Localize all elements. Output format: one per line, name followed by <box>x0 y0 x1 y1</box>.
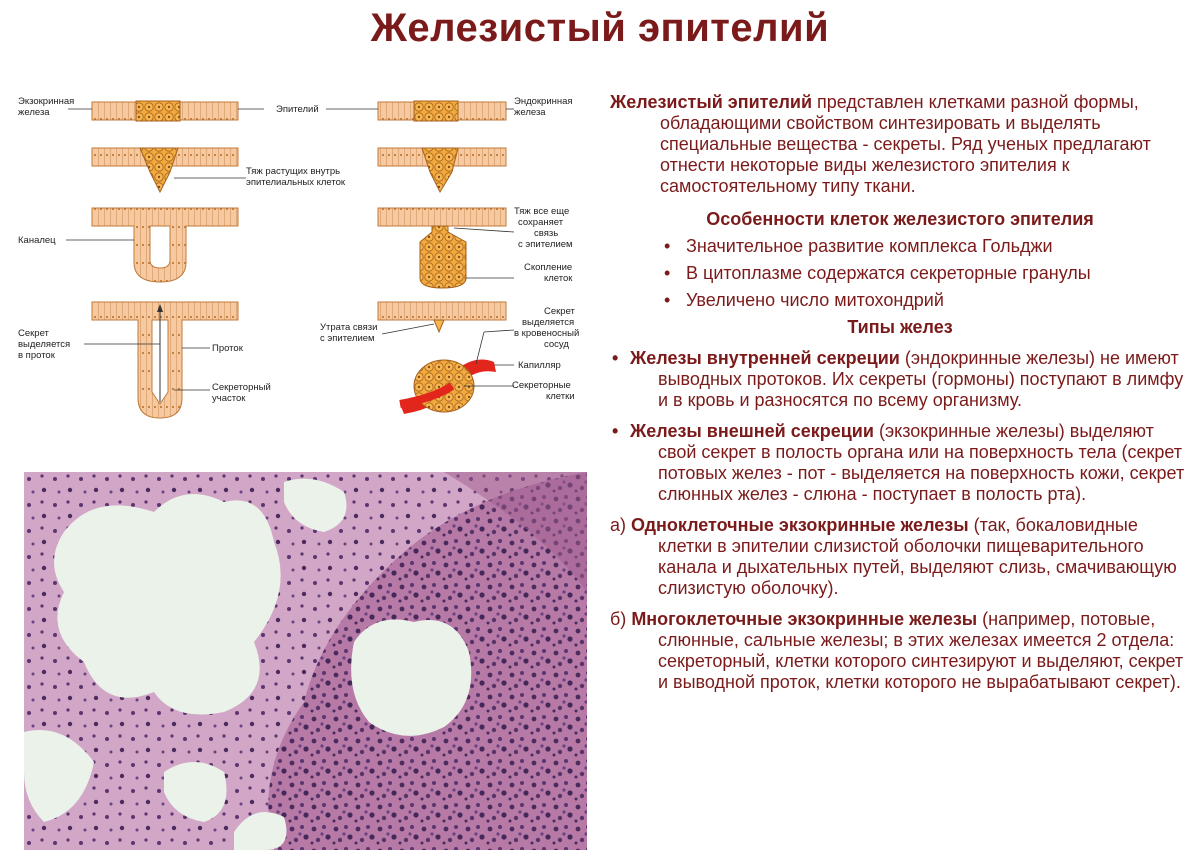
types-heading: Типы желез <box>847 317 953 337</box>
intro-paragraph <box>610 92 1190 197</box>
features-heading: Особенности клеток железистого эпителия <box>706 209 1094 229</box>
label-capillary: Капилляр <box>518 360 561 371</box>
stage-3-left <box>92 208 238 282</box>
stage-1-left <box>92 101 238 121</box>
label-secretory-cells-2: клетки <box>546 391 575 402</box>
b-prefix: б) <box>610 609 632 629</box>
gland-formation-diagram <box>14 92 594 428</box>
label-cord-1: Тяж растущих внутрь <box>246 166 341 177</box>
features-list <box>610 236 1190 311</box>
label-secret-left-1: Секрет <box>18 328 49 339</box>
label-duct: Проток <box>212 343 243 354</box>
label-secret-right-4: сосуд <box>544 339 569 350</box>
unicellular-paragraph <box>610 515 1190 599</box>
label-epithelium: Эпителий <box>276 104 319 115</box>
exocrine-term: Железы внешней секреции <box>630 421 874 441</box>
text-column <box>610 92 1190 693</box>
label-cord-still-2: сохраняет <box>518 217 564 228</box>
label-endocrine-1: Эндокринная <box>514 96 573 107</box>
label-cluster-1: Скопление <box>524 262 573 273</box>
label-exocrine-2: железа <box>18 107 50 118</box>
stage-3-right <box>378 208 506 288</box>
histology-micrograph <box>24 472 587 850</box>
endocrine-text: (эндокринные железы) не имеют выводных протоков. Их секреты (гормоны) поступают в лимфу и в кровь и разносятся по всему организму. <box>658 348 1184 410</box>
bullet-icon: • <box>612 348 619 368</box>
multicellular-term: Многоклеточные экзокринные железы <box>631 609 978 629</box>
label-secret-right-3: в кровеносный <box>514 328 580 339</box>
multicellular-text: (например, потовые, слюнные, сальные железы; в этих железах имеется 2 отдела: секреторный, клетки которого синтезируют и выделяют, секрет и выводной проток, клетки которого не вырабатывают секрет). <box>658 609 1184 692</box>
intro-term: Железистый эпителий <box>610 92 813 112</box>
label-cluster-2: клеток <box>544 273 573 284</box>
intro-text: представлен клетками разной формы, обладающими свойством синтезировать и выделять специальные вещества - секреты. Ряд ученых предлагают отнести некоторые виды железистого эпителия к самостоятельному типу ткани. <box>660 92 1151 196</box>
feature-item: • Значительное развитие комплекса Гольджи <box>662 236 1190 257</box>
exocrine-paragraph <box>610 421 1190 505</box>
unicellular-text: (так, бокаловидные клетки в эпителии слизистой оболочки пищеварительного канала и дыхательных путей, выделяют слизь, смачивающую слизистую оболочку). <box>658 515 1177 598</box>
label-lost-link-2: с эпителием <box>320 333 375 344</box>
multicellular-paragraph <box>610 609 1190 693</box>
lumen-center <box>351 620 471 736</box>
page-title: Железистый эпителий <box>370 6 830 50</box>
feature-item: • Увеличено число митохондрий <box>662 290 1190 311</box>
stage-2-right <box>378 148 506 192</box>
label-lost-link-1: Утрата связи <box>320 322 378 333</box>
label-cord-still-3: связь <box>534 228 559 239</box>
stage-4-right <box>378 302 506 414</box>
exocrine-text: (экзокринные железы) выделяют свой секрет в полость органа или на поверхность тела (секрет потовых желез - пот - выделяется на поверхность кожи, секрет слюнных желез - слюна - поступает в полость рта). <box>658 421 1185 504</box>
stage-1-right <box>378 101 506 121</box>
feature-item: • В цитоплазме содержатся секреторные гранулы <box>662 263 1190 284</box>
bullet-icon: • <box>612 421 619 441</box>
label-cord-still-1: Тяж все еще <box>514 206 570 217</box>
unicellular-term: Одноклеточные экзокринные железы <box>631 515 969 535</box>
label-canal: Каналец <box>18 235 56 246</box>
endocrine-paragraph <box>610 348 1190 411</box>
label-secret-left-2: выделяется <box>18 339 71 350</box>
label-cord-2: эпителиальных клеток <box>246 177 346 188</box>
stage-2-left <box>92 148 238 192</box>
label-endocrine-2: железа <box>514 107 546 118</box>
label-secretory-part-1: Секреторный <box>212 382 271 393</box>
label-cord-still-4: с эпителием <box>518 239 573 250</box>
label-secret-left-3: в проток <box>18 350 55 361</box>
endocrine-term: Железы внутренней секреции <box>630 348 900 368</box>
label-secretory-cells-1: Секреторные <box>512 380 571 391</box>
label-secret-right-2: выделяется <box>522 317 575 328</box>
a-prefix: а) <box>610 515 632 535</box>
label-secret-right-1: Секрет <box>544 306 575 317</box>
label-secretory-part-2: участок <box>212 393 246 404</box>
label-exocrine-1: Экзокринная <box>18 96 75 107</box>
